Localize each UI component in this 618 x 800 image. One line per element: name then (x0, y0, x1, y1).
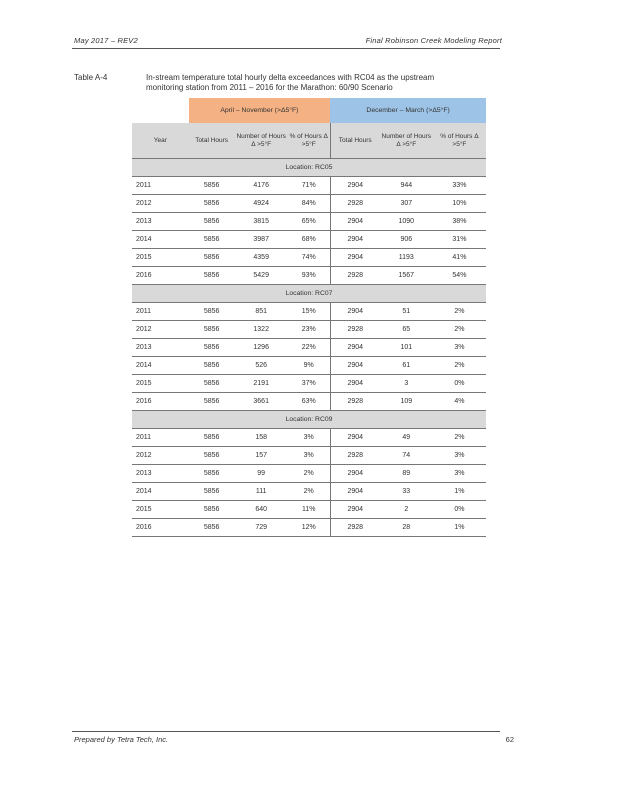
table-row (132, 303, 486, 321)
table-cell: 0% (433, 501, 486, 519)
footer-divider (72, 731, 500, 732)
table-cell: 2928 (330, 447, 380, 465)
table-cell: 2012 (132, 321, 189, 339)
table-cell: 2% (288, 465, 330, 483)
table-caption: In-stream temperature total hourly delta exceedances with RC04 as the upstream monitoring station from 2011 – 2016 for the Marathon: 60/90 Scenario (146, 73, 435, 92)
table-cell: 41% (433, 249, 486, 267)
table-row (132, 231, 486, 249)
table-cell: 2904 (330, 177, 380, 195)
table-cell: 2016 (132, 519, 189, 537)
table-cell: 2904 (330, 231, 380, 249)
table-cell: 10% (433, 195, 486, 213)
table-cell: 5856 (189, 213, 235, 231)
col-year: Year (132, 123, 189, 159)
table-cell: 101 (380, 339, 433, 357)
table-row (132, 429, 486, 447)
table-cell: 5856 (189, 249, 235, 267)
table-row (132, 321, 486, 339)
table-cell: 68% (288, 231, 330, 249)
table-cell: 74 (380, 447, 433, 465)
table-cell: 2016 (132, 393, 189, 411)
table-cell: 93% (288, 267, 330, 285)
table-cell: 2012 (132, 195, 189, 213)
table-cell: 2904 (330, 357, 380, 375)
table-cell: 5856 (189, 267, 235, 285)
table-cell: 2191 (235, 375, 288, 393)
header-report-title: Final Robinson Creek Modeling Report (365, 36, 502, 45)
table-cell: 109 (380, 393, 433, 411)
table-cell: 2% (433, 429, 486, 447)
table-cell: 2904 (330, 249, 380, 267)
table-cell: 22% (288, 339, 330, 357)
table-cell: 5856 (189, 231, 235, 249)
season-december-march: December – March (>Δ5°F) (330, 98, 486, 123)
table-cell: 2928 (330, 321, 380, 339)
table-cell: 65% (288, 213, 330, 231)
page-number: 62 (505, 735, 514, 744)
table-cell: 3% (433, 447, 486, 465)
header-date-revision: May 2017 – REV2 (74, 36, 138, 45)
table-cell: 944 (380, 177, 433, 195)
table-cell: 12% (288, 519, 330, 537)
table-row (132, 483, 486, 501)
table-cell: 2011 (132, 177, 189, 195)
table-cell: 2904 (330, 303, 380, 321)
table-cell: 71% (288, 177, 330, 195)
table-row (132, 393, 486, 411)
table-cell: 37% (288, 375, 330, 393)
table-cell: 851 (235, 303, 288, 321)
table-cell: 5856 (189, 519, 235, 537)
table-cell: 2928 (330, 519, 380, 537)
table-cell: 0% (433, 375, 486, 393)
table-cell: 9% (288, 357, 330, 375)
table-cell: 38% (433, 213, 486, 231)
table-cell: 65 (380, 321, 433, 339)
table-row (132, 249, 486, 267)
table-body (132, 159, 486, 537)
col-number-hours-apr: Number of Hours Δ >5°F (235, 123, 288, 159)
table-cell: 4% (433, 393, 486, 411)
table-cell: 3987 (235, 231, 288, 249)
table-cell: 1% (433, 483, 486, 501)
table-cell: 2% (433, 303, 486, 321)
table-cell: 3815 (235, 213, 288, 231)
table-cell: 15% (288, 303, 330, 321)
table-row (132, 375, 486, 393)
table-cell: 33% (433, 177, 486, 195)
table-cell: 74% (288, 249, 330, 267)
table-row (132, 339, 486, 357)
table-cell: 2904 (330, 501, 380, 519)
table-cell: 5856 (189, 483, 235, 501)
col-total-hours-dec: Total Hours (330, 123, 380, 159)
table-cell: 2928 (330, 267, 380, 285)
table-cell: 4359 (235, 249, 288, 267)
table-cell: 23% (288, 321, 330, 339)
season-header-row (132, 98, 486, 123)
table-cell: 99 (235, 465, 288, 483)
table-row (132, 501, 486, 519)
table-cell: 2015 (132, 249, 189, 267)
table-cell: 2% (433, 321, 486, 339)
table-cell: 54% (433, 267, 486, 285)
table-cell: 4176 (235, 177, 288, 195)
location-row (132, 159, 486, 177)
location-label: Location: RC07 (132, 285, 486, 303)
table-cell: 5856 (189, 339, 235, 357)
table-cell: 2011 (132, 303, 189, 321)
col-total-hours-apr: Total Hours (189, 123, 235, 159)
table-cell: 2904 (330, 483, 380, 501)
table-cell: 33 (380, 483, 433, 501)
season-april-november: April – November (>Δ5°F) (189, 98, 331, 123)
table-row (132, 357, 486, 375)
table-cell: 4924 (235, 195, 288, 213)
table-cell: 5856 (189, 375, 235, 393)
col-percent-hours-dec: % of Hours Δ >5°F (433, 123, 486, 159)
table-cell: 5856 (189, 447, 235, 465)
table-cell: 89 (380, 465, 433, 483)
table-row (132, 447, 486, 465)
table-cell: 2014 (132, 357, 189, 375)
table-cell: 5856 (189, 195, 235, 213)
table-cell: 63% (288, 393, 330, 411)
table-cell: 2% (288, 483, 330, 501)
table-label: Table A-4 (74, 73, 108, 82)
table-cell: 3% (288, 429, 330, 447)
table-row (132, 267, 486, 285)
table-cell: 5856 (189, 357, 235, 375)
table-cell: 2904 (330, 429, 380, 447)
table-cell: 2013 (132, 213, 189, 231)
location-label: Location: RC09 (132, 411, 486, 429)
table-cell: 158 (235, 429, 288, 447)
table-cell: 157 (235, 447, 288, 465)
table-cell: 2013 (132, 465, 189, 483)
table-cell: 61 (380, 357, 433, 375)
table-cell: 3% (288, 447, 330, 465)
table-cell: 2% (433, 357, 486, 375)
col-percent-hours-apr: % of Hours Δ >5°F (288, 123, 330, 159)
footer-prepared-by: Prepared by Tetra Tech, Inc. (74, 735, 169, 744)
table-cell: 111 (235, 483, 288, 501)
exceedance-table (132, 98, 486, 537)
table-cell: 5856 (189, 501, 235, 519)
table-cell: 1% (433, 519, 486, 537)
table-cell: 2 (380, 501, 433, 519)
location-row (132, 285, 486, 303)
table-cell: 2928 (330, 195, 380, 213)
table-cell: 2014 (132, 231, 189, 249)
table-cell: 2015 (132, 375, 189, 393)
column-header-row (132, 123, 486, 159)
location-label: Location: RC05 (132, 159, 486, 177)
table-cell: 5856 (189, 303, 235, 321)
table-cell: 11% (288, 501, 330, 519)
table-cell: 49 (380, 429, 433, 447)
table-cell: 2904 (330, 375, 380, 393)
table-row (132, 213, 486, 231)
table-cell: 31% (433, 231, 486, 249)
table-cell: 5856 (189, 177, 235, 195)
table-cell: 2011 (132, 429, 189, 447)
col-number-hours-dec: Number of Hours Δ >5°F (380, 123, 433, 159)
location-row (132, 411, 486, 429)
table-cell: 28 (380, 519, 433, 537)
table-cell: 84% (288, 195, 330, 213)
table-cell: 2012 (132, 447, 189, 465)
table-cell: 2015 (132, 501, 189, 519)
table-cell: 5856 (189, 321, 235, 339)
table-cell: 2013 (132, 339, 189, 357)
table-row (132, 195, 486, 213)
table-cell: 2016 (132, 267, 189, 285)
table-cell: 5856 (189, 465, 235, 483)
table-cell: 526 (235, 357, 288, 375)
table-cell: 729 (235, 519, 288, 537)
table-cell: 1193 (380, 249, 433, 267)
table-row (132, 519, 486, 537)
table-cell: 2014 (132, 483, 189, 501)
table-cell: 51 (380, 303, 433, 321)
table-cell: 640 (235, 501, 288, 519)
table-cell: 3 (380, 375, 433, 393)
table-cell: 2904 (330, 339, 380, 357)
table-cell: 3% (433, 465, 486, 483)
table-cell: 5856 (189, 393, 235, 411)
table-row (132, 465, 486, 483)
table-cell: 5429 (235, 267, 288, 285)
table-row (132, 177, 486, 195)
table-cell: 2904 (330, 465, 380, 483)
table-cell: 906 (380, 231, 433, 249)
table-cell: 3% (433, 339, 486, 357)
table-cell: 2904 (330, 213, 380, 231)
header-divider (72, 48, 500, 49)
table-cell: 5856 (189, 429, 235, 447)
table-cell: 1322 (235, 321, 288, 339)
table-cell: 1090 (380, 213, 433, 231)
table-cell: 307 (380, 195, 433, 213)
table-cell: 2928 (330, 393, 380, 411)
table-cell: 1567 (380, 267, 433, 285)
table-cell: 3661 (235, 393, 288, 411)
table-cell: 1296 (235, 339, 288, 357)
